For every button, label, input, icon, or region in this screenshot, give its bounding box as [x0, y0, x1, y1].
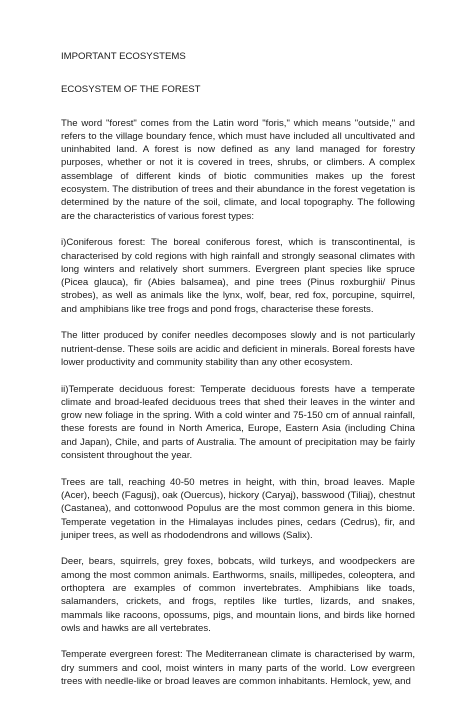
document-title: IMPORTANT ECOSYSTEMS [61, 51, 186, 62]
paragraph-conifer-litter: The litter produced by conifer needles decomposes slowly and is not particularly nutrient-dense. These soils are acidic and deficient in minerals. Boreal forests have lower productivity and community stability than any other ecosystem. [61, 330, 415, 368]
section-title: ECOSYSTEM OF THE FOREST [61, 84, 201, 96]
paragraph-deciduous-animals: Deer, bears, squirrels, grey foxes, bobcats, wild turkeys, and woodpeckers are among the most common animals. Earthworms, snails, millipedes, coleoptera, and orthoptera are examples of common invertebrates. Amphibians like toads, salamanders, crickets, and frogs, reptiles like turtles, lizards, and snakes, mammals like racoons, opossums, pigs, and mountain lions, and birds like horned owls and hawks are all vertebrates. [61, 556, 415, 634]
paragraph-temperate-evergreen-forest: Temperate evergreen forest: The Mediterranean climate is characterised by warm, dry summers and cool, moist winters in many parts of the world. Low evergreen trees with needle-like or broad leaves are common inhabitants. Hemlock, yew, and [61, 649, 415, 688]
paragraph-forest-definition: The word "forest" comes from the Latin word "foris," which means "outside," and refers to the village boundary fence, which must have included all uncultivated and uninhabited land. A forest is now defined as any land managed for forestry purposes, whether or not it is covered in trees, shrubs, or climbers. A complex assemblage of different kinds of biotic communities makes up the forest ecosystem. The distribution of trees and their abundance in the forest vegetation is determined by the nature of the soil, climate, and local topography. The following are the characteristics of various forest types: [61, 117, 415, 222]
paragraph-temperate-deciduous-forest: ii)Temperate deciduous forest: Temperate deciduous forests have a temperate climate and broad-leafed deciduous trees that shed their leaves in the winter and grow new foliage in the spring. With a cold winter and 75-150 cm of annual rainfall, these forests are found in North America, Europe, Eastern Asia (including China and Japan), Chile, and parts of Australia. The amount of precipitation may be fairly consistent throughout the year. [61, 383, 415, 462]
paragraph-deciduous-trees: Trees are tall, reaching 40-50 metres in height, with thin, broad leaves. Maple (Acer), beech (Fagusj), oak (Ouercus), hickory (Caryaj), basswood (Tiliaj), chestnut (Castanea), and cottonwood Populus are the most common genera in this biome. Temperate vegetation in the Himalayas includes pines, cedars (Cedrus), fir, and juniper trees, as well as rhododendrons and willows (Salix). [61, 476, 415, 541]
paragraph-coniferous-forest: i)Coniferous forest: The boreal coniferous forest, which is transcontinental, is characterised by cold regions with high rainfall and strongly seasonal climates with long winters and relatively short summers. Evergreen plant species like spruce (Picea glauca), fir (Abies balsamea), and pine trees (Pinus roxburghii/ Pinus strobes), as well as animals like the lynx, wolf, bear, red fox, porcupine, squirrel, and amphibians like tree frogs and pond frogs, characterise these forests. [61, 237, 415, 315]
document-page [61, 50, 415, 702]
